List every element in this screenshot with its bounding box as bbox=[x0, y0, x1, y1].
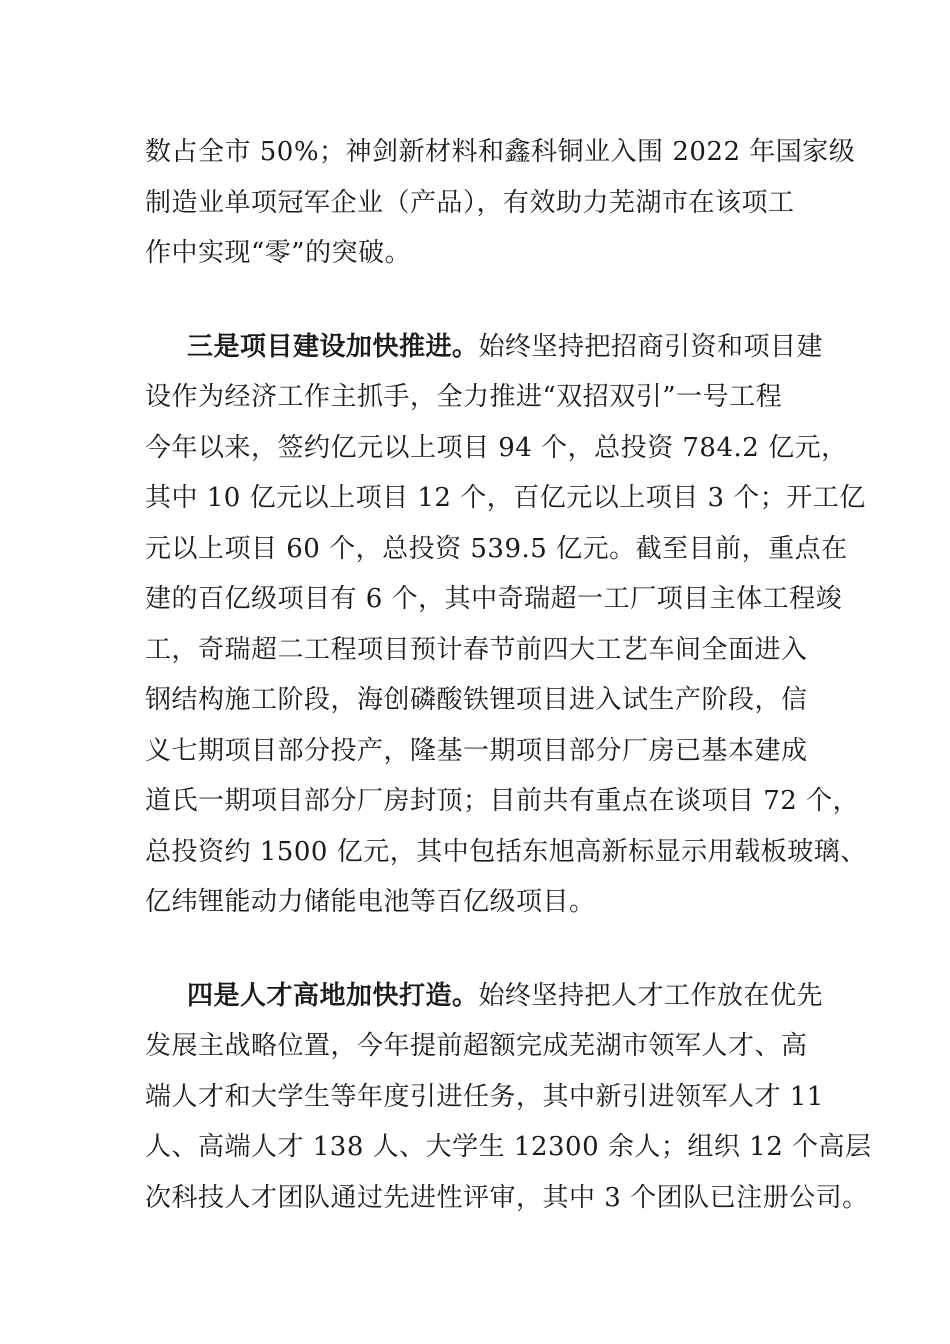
paragraph-project-construction bbox=[145, 322, 867, 928]
paragraph-gap bbox=[145, 279, 825, 322]
text-line: 钢结构施工阶段，海创磷酸铁锂项目进入试生产阶段，信 bbox=[145, 685, 808, 715]
text-line: 元以上项目 60 个，总投资 539.5 亿元。截至目前，重点在 bbox=[145, 533, 848, 564]
text-line: 道氏一期项目部分厂房封顶；目前共有重点在谈项目 72 个， bbox=[145, 786, 860, 816]
text-line: 其中 10 亿元以上项目 12 个，百亿元以上项目 3 个；开工亿 bbox=[145, 483, 866, 513]
paragraph-first-line bbox=[145, 971, 825, 1022]
text-run: 始终坚持把招商引资和项目建 bbox=[478, 331, 824, 362]
text-line: 设作为经济工作主抓手，全力推进“双招双引”一号工程 bbox=[145, 382, 783, 412]
paragraph-lead-heading: 三是项目建设加快推进。 bbox=[187, 331, 479, 362]
text-line: 人、高端人才 138 人、大学生 12300 余人；组织 12 个高层 bbox=[145, 1132, 872, 1162]
text-run: 始终坚持把人才工作放在优先 bbox=[478, 980, 824, 1011]
paragraph-talent-development bbox=[145, 971, 872, 1224]
paragraph-first-line bbox=[145, 322, 825, 373]
text-line: 工，奇瑞超二工程项目预计春节前四大工艺车间全面进入 bbox=[145, 634, 808, 665]
document-body bbox=[145, 127, 872, 1223]
text-line: 次科技人才团队通过先进性评审，其中 3 个团队已注册公司。 bbox=[145, 1182, 869, 1213]
text-line: 亿纬锂能动力储能电池等百亿级项目。 bbox=[145, 887, 596, 917]
text-line: 今年以来，签约亿元以上项目 94 个，总投资 784.2 亿元， bbox=[145, 432, 848, 463]
text-line: 建的百亿级项目有 6 个，其中奇瑞超一工厂项目主体工程竣 bbox=[145, 584, 843, 614]
paragraph-continuation bbox=[145, 127, 856, 279]
text-line: 发展主战略位置，今年提前超额完成芜湖市领军人才、高 bbox=[145, 1031, 808, 1061]
paragraph-lead-heading: 四是人才高地加快打造。 bbox=[187, 980, 479, 1011]
text-line: 端人才和大学生等年度引进任务，其中新引进领军人才 11 bbox=[145, 1081, 824, 1112]
text-line: 作中实现“零”的突破。 bbox=[145, 238, 412, 268]
text-line: 数占全市 50%；神剑新材料和鑫科铜业入围 2022 年国家级 bbox=[145, 137, 856, 167]
text-line: 制造业单项冠军企业（产品），有效助力芜湖市在该项工 bbox=[145, 187, 795, 218]
text-line: 义七期项目部分投产，隆基一期项目部分厂房已基本建成 bbox=[145, 735, 808, 766]
text-line: 总投资约 1500 亿元，其中包括东旭高新标显示用载板玻璃、 bbox=[145, 836, 867, 867]
paragraph-gap bbox=[145, 928, 825, 971]
